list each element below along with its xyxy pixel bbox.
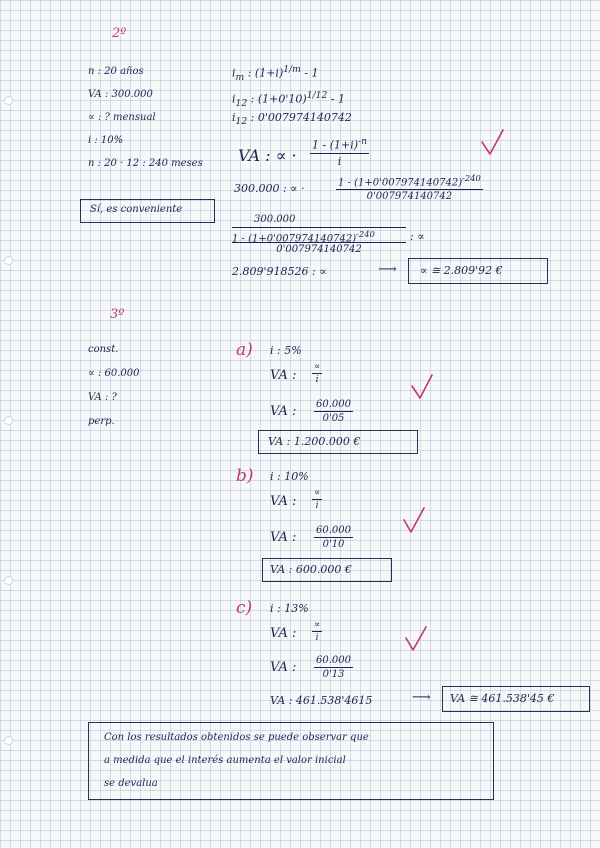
given-months: n : 20 · 12 : 240 meses	[88, 158, 203, 169]
part-a-sub-num: 60.000	[316, 399, 351, 410]
part-a-formula-lhs: VA :	[270, 368, 297, 383]
formula-im-lhs: i	[232, 66, 236, 80]
conclusion-line-2: a medida que el interés aumenta el valor inicial	[104, 755, 346, 766]
given-years: n : 20 años	[88, 66, 144, 77]
given-perp: perp.	[88, 416, 115, 427]
part-c-sub-den: 0'13	[322, 669, 345, 680]
part-b-formula-num: ∝	[314, 488, 321, 498]
part-c-formula-num: ∝	[314, 620, 321, 630]
solve-top: 300.000	[254, 214, 296, 225]
formula-im-exp: 1/m	[283, 64, 301, 75]
check-mark-icon	[482, 130, 503, 154]
part-b-formula-den: i	[315, 501, 319, 511]
given-payment-3: ∝ : 60.000	[88, 368, 140, 379]
part-a-result: VA : 1.200.000 €	[268, 435, 361, 448]
section-2-heading: 2º	[112, 26, 127, 41]
part-b-rate: i : 10%	[270, 470, 309, 483]
result-2: 2.809'918526 : ∝	[232, 265, 327, 278]
formula-i12-value-lhs: i	[232, 111, 236, 124]
formula-va-num-text: 1 - (1+i)	[312, 138, 359, 152]
part-b-sub-lhs: VA :	[270, 530, 297, 545]
formula-i12-value-sub: 12	[235, 116, 248, 128]
conclusion-line-1: Con los resultados obtenidos se puede observar que	[104, 732, 369, 743]
formula-im-sub: m	[235, 71, 245, 83]
given-rate: i : 10%	[88, 135, 124, 146]
check-mark-icon	[404, 508, 424, 532]
part-c-result-inline: VA : 461.538'4615	[270, 694, 373, 707]
part-c-result-boxed: VA ≅ 461.538'45 €	[450, 692, 555, 705]
formula-sub-exp: -240	[462, 173, 481, 183]
part-a-sub-lhs: VA :	[270, 404, 297, 419]
part-a-formula-den: i	[315, 375, 319, 385]
part-c-sub-lhs: VA :	[270, 660, 297, 675]
given-const: const.	[88, 344, 119, 355]
part-c-formula-lhs: VA :	[270, 626, 297, 641]
part-c-rate: i : 13%	[270, 602, 309, 615]
result-boxed-2: ∝ ≅ 2.809'92 €	[420, 264, 503, 277]
formula-sub-denominator: 0'007974140742	[366, 191, 453, 203]
part-a-letter: a)	[236, 340, 253, 360]
section-3-heading: 3º	[110, 307, 125, 322]
formula-sub-lhs: 300.000 : ∝ ·	[234, 182, 305, 195]
given-va-3: VA : ?	[88, 392, 117, 403]
part-c-formula-den: i	[315, 633, 319, 643]
formula-im-rhs: : (1+i)	[244, 66, 284, 80]
formula-i12-tail: - 1	[327, 92, 345, 106]
part-b-sub-den: 0'10	[322, 539, 345, 550]
formula-va-exp: -n	[358, 136, 368, 147]
formula-i12-value-rhs: : 0'007974140742	[247, 111, 352, 124]
formula-i12-sub: 12	[235, 97, 248, 109]
formula-va-lhs: VA : ∝ ·	[238, 146, 297, 165]
arrow-right-icon: ⟶	[378, 262, 397, 277]
formula-sub-num-text: 1 - (1+0'007974140742)	[338, 177, 463, 189]
part-c-sub-num: 60.000	[316, 655, 351, 666]
solve-middle-exp: -240	[356, 229, 375, 239]
given-present-value: VA : 300.000	[88, 89, 153, 100]
part-b-result: VA : 600.000 €	[270, 563, 352, 576]
part-a-rate: i : 5%	[270, 344, 302, 357]
formula-i12-exp: 1/12	[306, 90, 328, 101]
part-b-formula-lhs: VA :	[270, 494, 297, 509]
part-b-sub-num: 60.000	[316, 525, 351, 536]
part-a-sub-den: 0'05	[322, 413, 345, 424]
part-a-formula-num: ∝	[314, 362, 321, 372]
conclusion-text-2: Sí, es conveniente	[90, 204, 183, 215]
formula-va-denominator: i	[337, 154, 342, 168]
conclusion-line-3: se devalua	[104, 778, 158, 789]
given-payment: ∝ : ? mensual	[88, 112, 156, 123]
check-mark-icon	[406, 627, 426, 650]
formula-i12-rhs: : (1+0'10)	[247, 92, 307, 106]
check-mark-icon	[412, 375, 432, 398]
solve-denominator: 0'007974140742	[232, 242, 406, 255]
solve-rhs: : ∝	[410, 230, 425, 243]
solve-middle-text: 1 - (1+0'007974140742)	[232, 233, 357, 245]
formula-im-tail: - 1	[300, 66, 319, 80]
formula-i12-lhs: i	[232, 92, 236, 106]
arrow-right-icon: ⟶	[412, 690, 431, 705]
part-b-letter: b)	[236, 466, 254, 486]
part-c-letter: c)	[236, 598, 253, 618]
